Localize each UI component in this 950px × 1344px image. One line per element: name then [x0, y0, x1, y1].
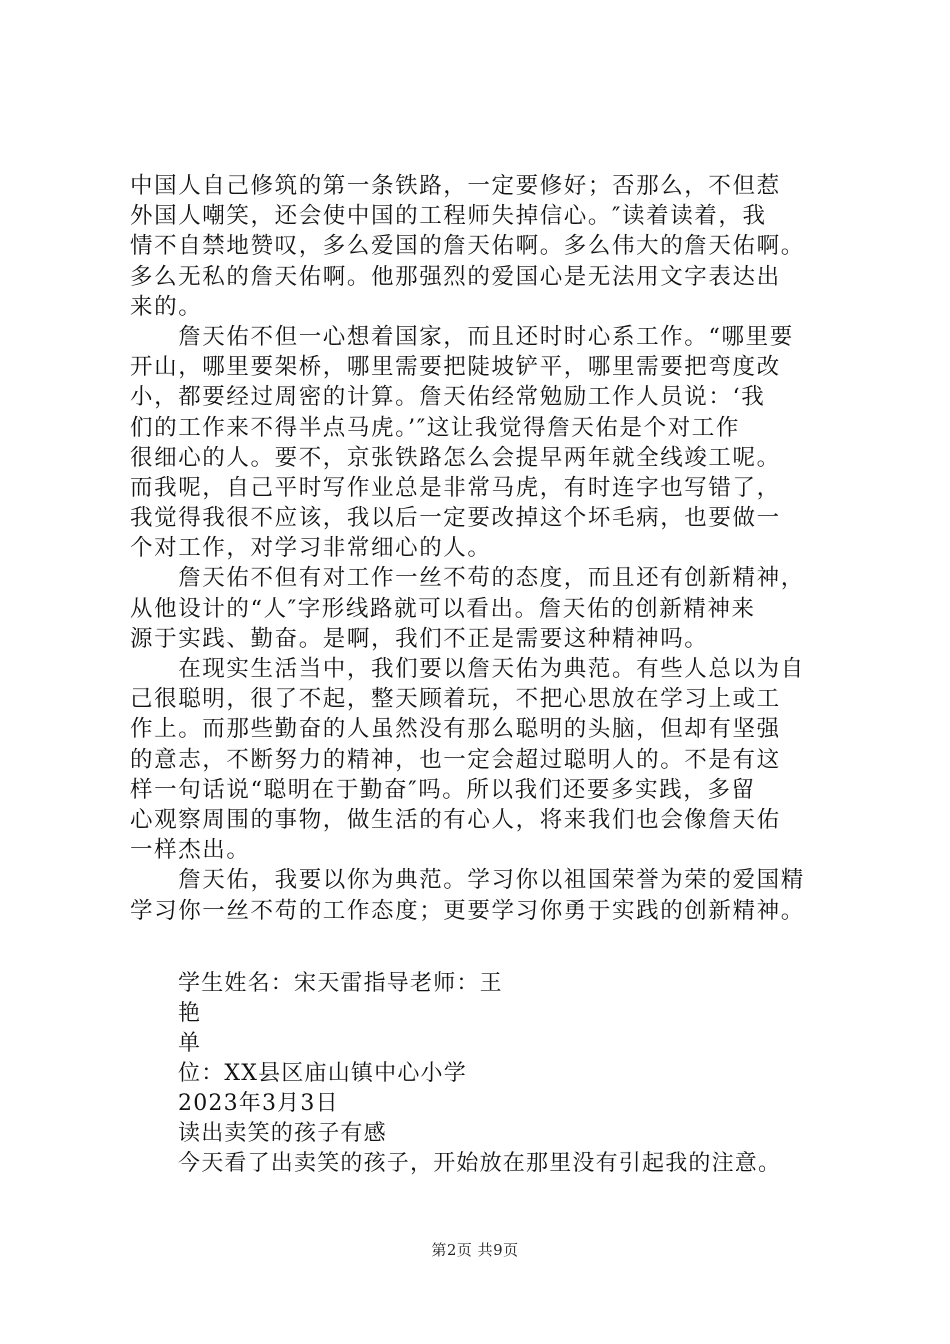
student-name-line: 学生姓名：宋天雷指导老师：王 — [178, 971, 503, 996]
body-line: 中国人自己修筑的第一条铁路，一定要修好；否那么，不但惹 — [130, 173, 781, 199]
essay-body — [130, 171, 860, 926]
body-line: 己很聪明，很了不起，整天顾着玩，不把心思放在学习上或工 — [130, 686, 781, 713]
signature-block — [178, 969, 858, 1179]
body-line: 而我呢，自己平时写作业总是非常马虎，有时连字也写错了， — [130, 474, 781, 501]
body-line: 在现实生活当中，我们要以詹天佑为典范。有些人总以为自 — [130, 656, 805, 682]
teacher-name-continuation: 艳 — [178, 1001, 202, 1026]
body-line: 来的。 — [130, 293, 203, 320]
body-line: 詹天佑，我要以你为典范。学习你以祖国荣誉为荣的爱国精 — [130, 867, 805, 894]
body-line: 很细心的人。要不，京张铁路怎么会提早两年就全线竣工呢。 — [130, 444, 781, 471]
body-line: 源于实践、勤奋。是啊，我们不正是需要这种精神吗。 — [130, 625, 709, 652]
body-line: 心观察周围的事物，做生活的有心人，将来我们也会像詹天佑 — [130, 806, 781, 833]
body-line: 小，都要经过周密的计算。詹天佑经常勉励工作人员说：‘我 — [130, 384, 766, 411]
body-line: 样一句话说“聪明在于勤奋″吗。所以我们还要多实践，多留 — [130, 776, 756, 803]
body-line: 作上。而那些勤奋的人虽然没有那么聪明的头脑，但却有坚强 — [130, 716, 781, 743]
body-line: 的意志，不断努力的精神，也一定会超过聪明人的。不是有这 — [130, 746, 781, 773]
body-line: 詹天佑不但一心想着国家，而且还时时心系工作。“哪里要 — [130, 323, 794, 350]
unit-label-line: 单 — [178, 1031, 202, 1056]
body-line: 外国人嘲笑，还会使中国的工程师失掉信心。″读着读着，我 — [130, 203, 767, 230]
body-line: 学习你一丝不苟的工作态度；更要学习你勇于实践的创新精神。 — [130, 897, 805, 924]
body-line: 们的工作来不得半点马虎。’″这让我觉得詹天佑是个对工作 — [130, 414, 741, 441]
school-line: 位：XX县区庙山镇中心小学 — [178, 1061, 467, 1086]
body-line: 个对工作，对学习非常细心的人。 — [130, 535, 492, 562]
next-essay-title: 读出卖笑的孩子有感 — [178, 1121, 387, 1146]
body-line: 多么无私的詹天佑啊。他那强烈的爱国心是无法用文字表达出 — [130, 263, 781, 290]
body-line: 一样杰出。 — [130, 837, 251, 864]
body-line: 从他设计的“人″字形线路就可以看出。詹天佑的创新精神来 — [130, 595, 756, 622]
body-line: 我觉得我很不应该，我以后一定要改掉这个坏毛病，也要做一 — [130, 505, 781, 532]
date-line: 2023年3月3日 — [178, 1091, 339, 1116]
body-line: 情不自禁地赞叹，多么爱国的詹天佑啊。多么伟大的詹天佑啊。 — [130, 233, 805, 260]
page-footer: 第2页 共9页 — [431, 1241, 519, 1259]
next-essay-first-line: 今天看了出卖笑的孩子，开始放在那里没有引起我的注意。 — [178, 1151, 782, 1176]
body-line: 开山，哪里要架桥，哪里需要把陡坡铲平，哪里需要把弯度改 — [130, 354, 781, 381]
body-line: 詹天佑不但有对工作一丝不苟的态度，而且还有创新精神， — [130, 565, 805, 592]
